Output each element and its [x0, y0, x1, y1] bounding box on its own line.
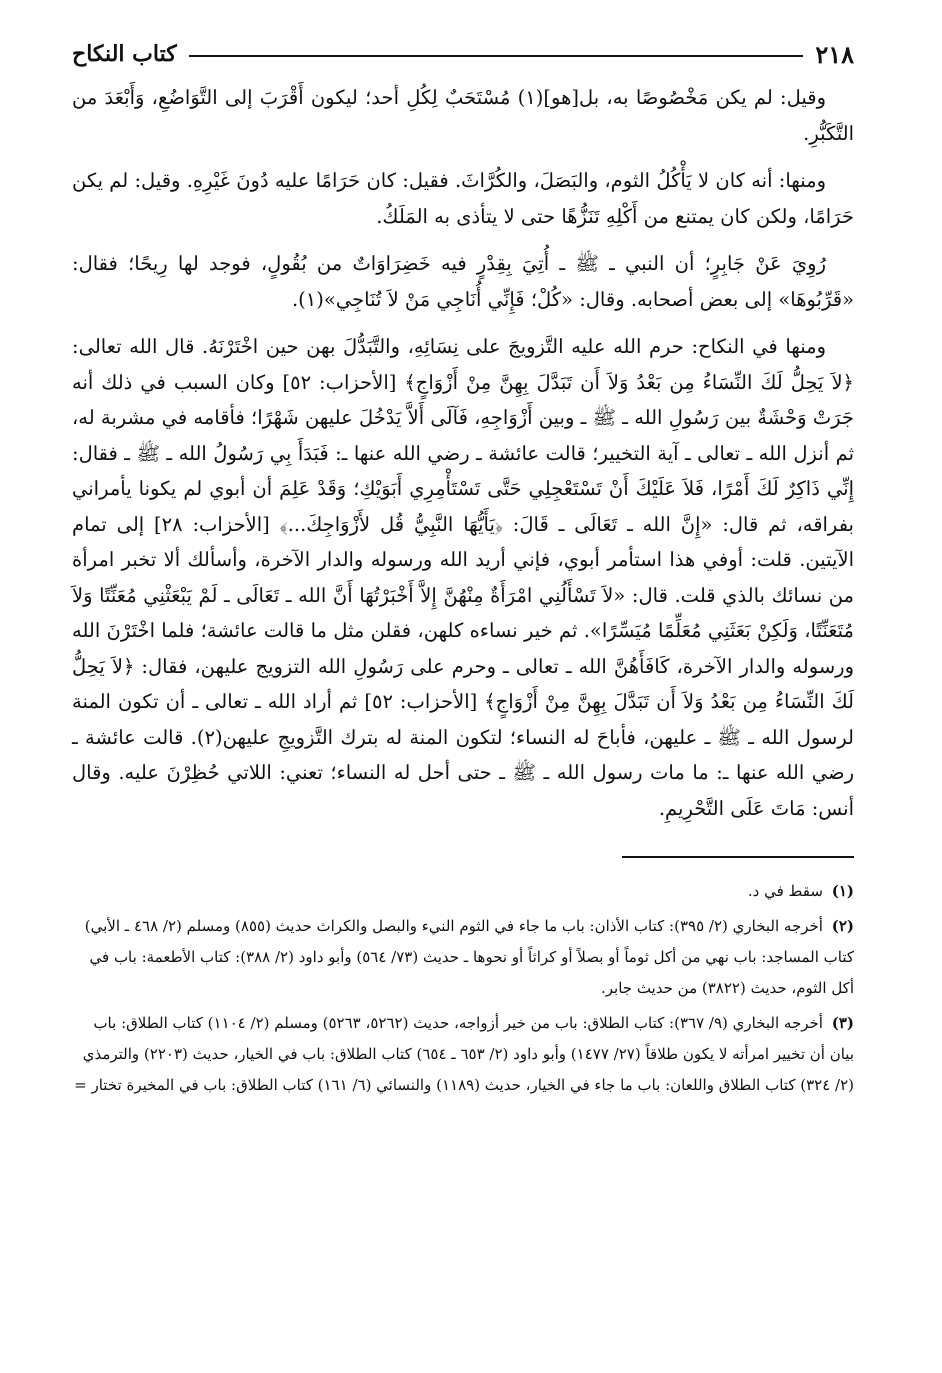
page-number: ٢١٨ [815, 39, 854, 69]
footnote-text: أخرجه البخاري (٢/ ٣٩٥): كتاب الأذان: باب ما جاء في الثوم النيء والبصل والكراث حديث (٨٥٥) ومسلم (٢/ ٤٦٨ ـ الأبي) كتاب المساجد: باب نهي من أكل ثوماً أو بصلاً أو كراثاً أو نحوها ـ حديث (٧٣/ ٥٦٤) وأبو داود (٢/ ٣٨٨): كتاب الأطعمة: باب في أكل الثوم، حديث (٣٨٢٢) من حديث جابر. [84, 917, 854, 997]
footnote-number: (١) [831, 882, 854, 900]
footnotes [72, 876, 854, 1101]
footnote [72, 1008, 854, 1101]
header-rule [189, 55, 804, 57]
main-text [72, 80, 854, 826]
chapter-title: كتاب النكاح [72, 41, 177, 67]
footnote-number: (٢) [831, 917, 854, 935]
paragraph: ومنها في النكاح: حرم الله عليه التَّزويجَ على نِسَائِهِ، والتَّبَدُّلَ بهن حين اخْتَرْنَهُ. قال الله تعالى: ﴿لاَ يَحِلُّ لَكَ النِّسَاءُ مِن بَعْدُ وَلاَ أَن تَبَدَّلَ بِهِنَّ مِنْ أَزْوَاجٍ﴾ [الأحزاب: ٥٢] وكان السبب في ذلك أنه جَرَتْ وَحْشَةٌ بين رَسُولِ الله ـ ﷺ ـ وبين أَزْوَاجِهِ، فَآلَى أَلاَّ يَدْخُلَ عليهن شَهْرًا؛ فأقامه في مشربة له، ثم أنزل الله ـ تعالى ـ آية التخيير؛ قالت عائشة ـ رضي الله عنها ـ: فَبَدَأَ بِي رَسُولُ الله ـ ﷺ ـ فقال: إِنِّي ذَاكِرٌ لَكَ أَمْرًا، فَلاَ عَلَيْكَ أَنْ تَسْتَعْجِلِي حَتَّى تَسْتَأْمِرِي أَبَوَيْكِ؛ وَقَدْ عَلِمَ أن أبوي لم يكونا يأمراني بفراقه، ثم قال: «إِنَّ الله ـ تَعَالَى ـ قَالَ: ﴿يَأَيُّهَا النَّبِيُّ قُل لأَزْوَاجِكَ...﴾ [الأحزاب: ٢٨] إلى تمام الآيتين. قلت: أوفي هذا استأمر أبوي، فإني أريد الله ورسوله والدار الآخرة، وأسألك ألا تخبر امرأة من نسائك بالذي قلت. قال: «لاَ تَسْأَلُنِي امْرَأَةٌ مِنْهُنَّ إِلاَّ أَخْبَرْتُهَا أَنَّ الله ـ تَعَالَى ـ لَمْ يَبْعَثْنِي مُعَنِّتًا وَلاَ مُتَعَنِّتًا، وَلَكِنْ بَعَثَنِي مُعَلِّمًا مُيَسِّرًا». ثم خير نساءه كلهن، فقلن مثل ما قالت عائشة؛ فلما اخْتَرْنَ الله ورسوله والدار الآخرة، كَافَأَهُنَّ الله ـ تعالى ـ وحرم على رَسُولِ الله التزويج عليهن، فقال: ﴿لاَ يَحِلُّ لَكَ النِّسَاءُ مِن بَعْدُ وَلاَ أَن تَبَدَّلَ بِهِنَّ مِنْ أَزْوَاجٍ﴾ [الأحزاب: ٥٢] ثم أراد الله ـ تعالى ـ أن تكون المنة لرسول الله ـ ﷺ ـ عليهن، فأباحَ له النساء؛ لتكون المنة له بترك التَّزويجِ عليهن(٢). قالت عائشة ـ رضي الله عنها ـ: ما مات رسول الله ـ ﷺ ـ حتى أحل له النساء؛ تعني: اللاتي حُظِرْنَ عليه. وقال أنس: مَاتَ عَلَى التَّحْرِيمِ. [72, 335, 854, 820]
footnote-separator [622, 856, 854, 858]
footnote-number: (٣) [831, 1014, 854, 1032]
footnote [72, 911, 854, 1004]
page-header [72, 34, 854, 74]
footnote-text: أخرجه البخاري (٩/ ٣٦٧): كتاب الطلاق: باب من خير أزواجه، حديث (٥٢٦٢، ٥٢٦٣) ومسلم (٢/ ١١٠٤) كتاب الطلاق: باب بيان أن تخيير امرأته لا يكون طلاقاً (٢٧/ ١٤٧٧) وأبو داود (٢/ ٦٥٣ ـ ٦٥٤) كتاب الطلاق: باب في الخيار، حديث (٢٢٠٣) والترمذي (٢/ ٣٢٤) كتاب الطلاق واللعان: باب ما جاء في الخيار، حديث (١١٨٩) والنسائي (٦/ ١٦١) كتاب الطلاق: باب في المخيرة تختار = [74, 1014, 854, 1094]
footnote [72, 876, 854, 907]
paragraph: وقيل: لم يكن مَخْصُوصًا به، بل[هو](١) مُسْتَحَبٌ لِكُلِ أحد؛ ليكون أَقْرَبَ إلى التَّوَاضُعِ، وَأَبْعَدَ من التَّكَبُّرِ. [72, 86, 854, 145]
paragraph: رُوِيَ عَنْ جَابِرٍ؛ أن النبي ـ ﷺ ـ أُتِيَ بِقِدْرٍ فيه خَضِرَاوَاتٌ من بُقُولٍ، فوجد لها رِيحًا؛ فقال: «قَرِّبُوهَا» إلى بعض أصحابه. وقال: «كُلْ؛ فَإِنِّي أُنَاجِي مَنْ لاَ تُنَاجِي»(١). [72, 252, 854, 311]
footnote-text: سقط في د. [747, 882, 823, 900]
paragraph: ومنها: أنه كان لا يَأْكُلُ الثوم، والبَصَلَ، والكُرَّاثَ. فقيل: كان حَرَامًا عليه دُونَ غَيْرِهِ. وقيل: لم يكن حَرَامًا، ولكن كان يمتنع من أَكْلِهِ تَنَزُّهًا حتى لا يتأذى به المَلَكُ. [72, 169, 854, 228]
